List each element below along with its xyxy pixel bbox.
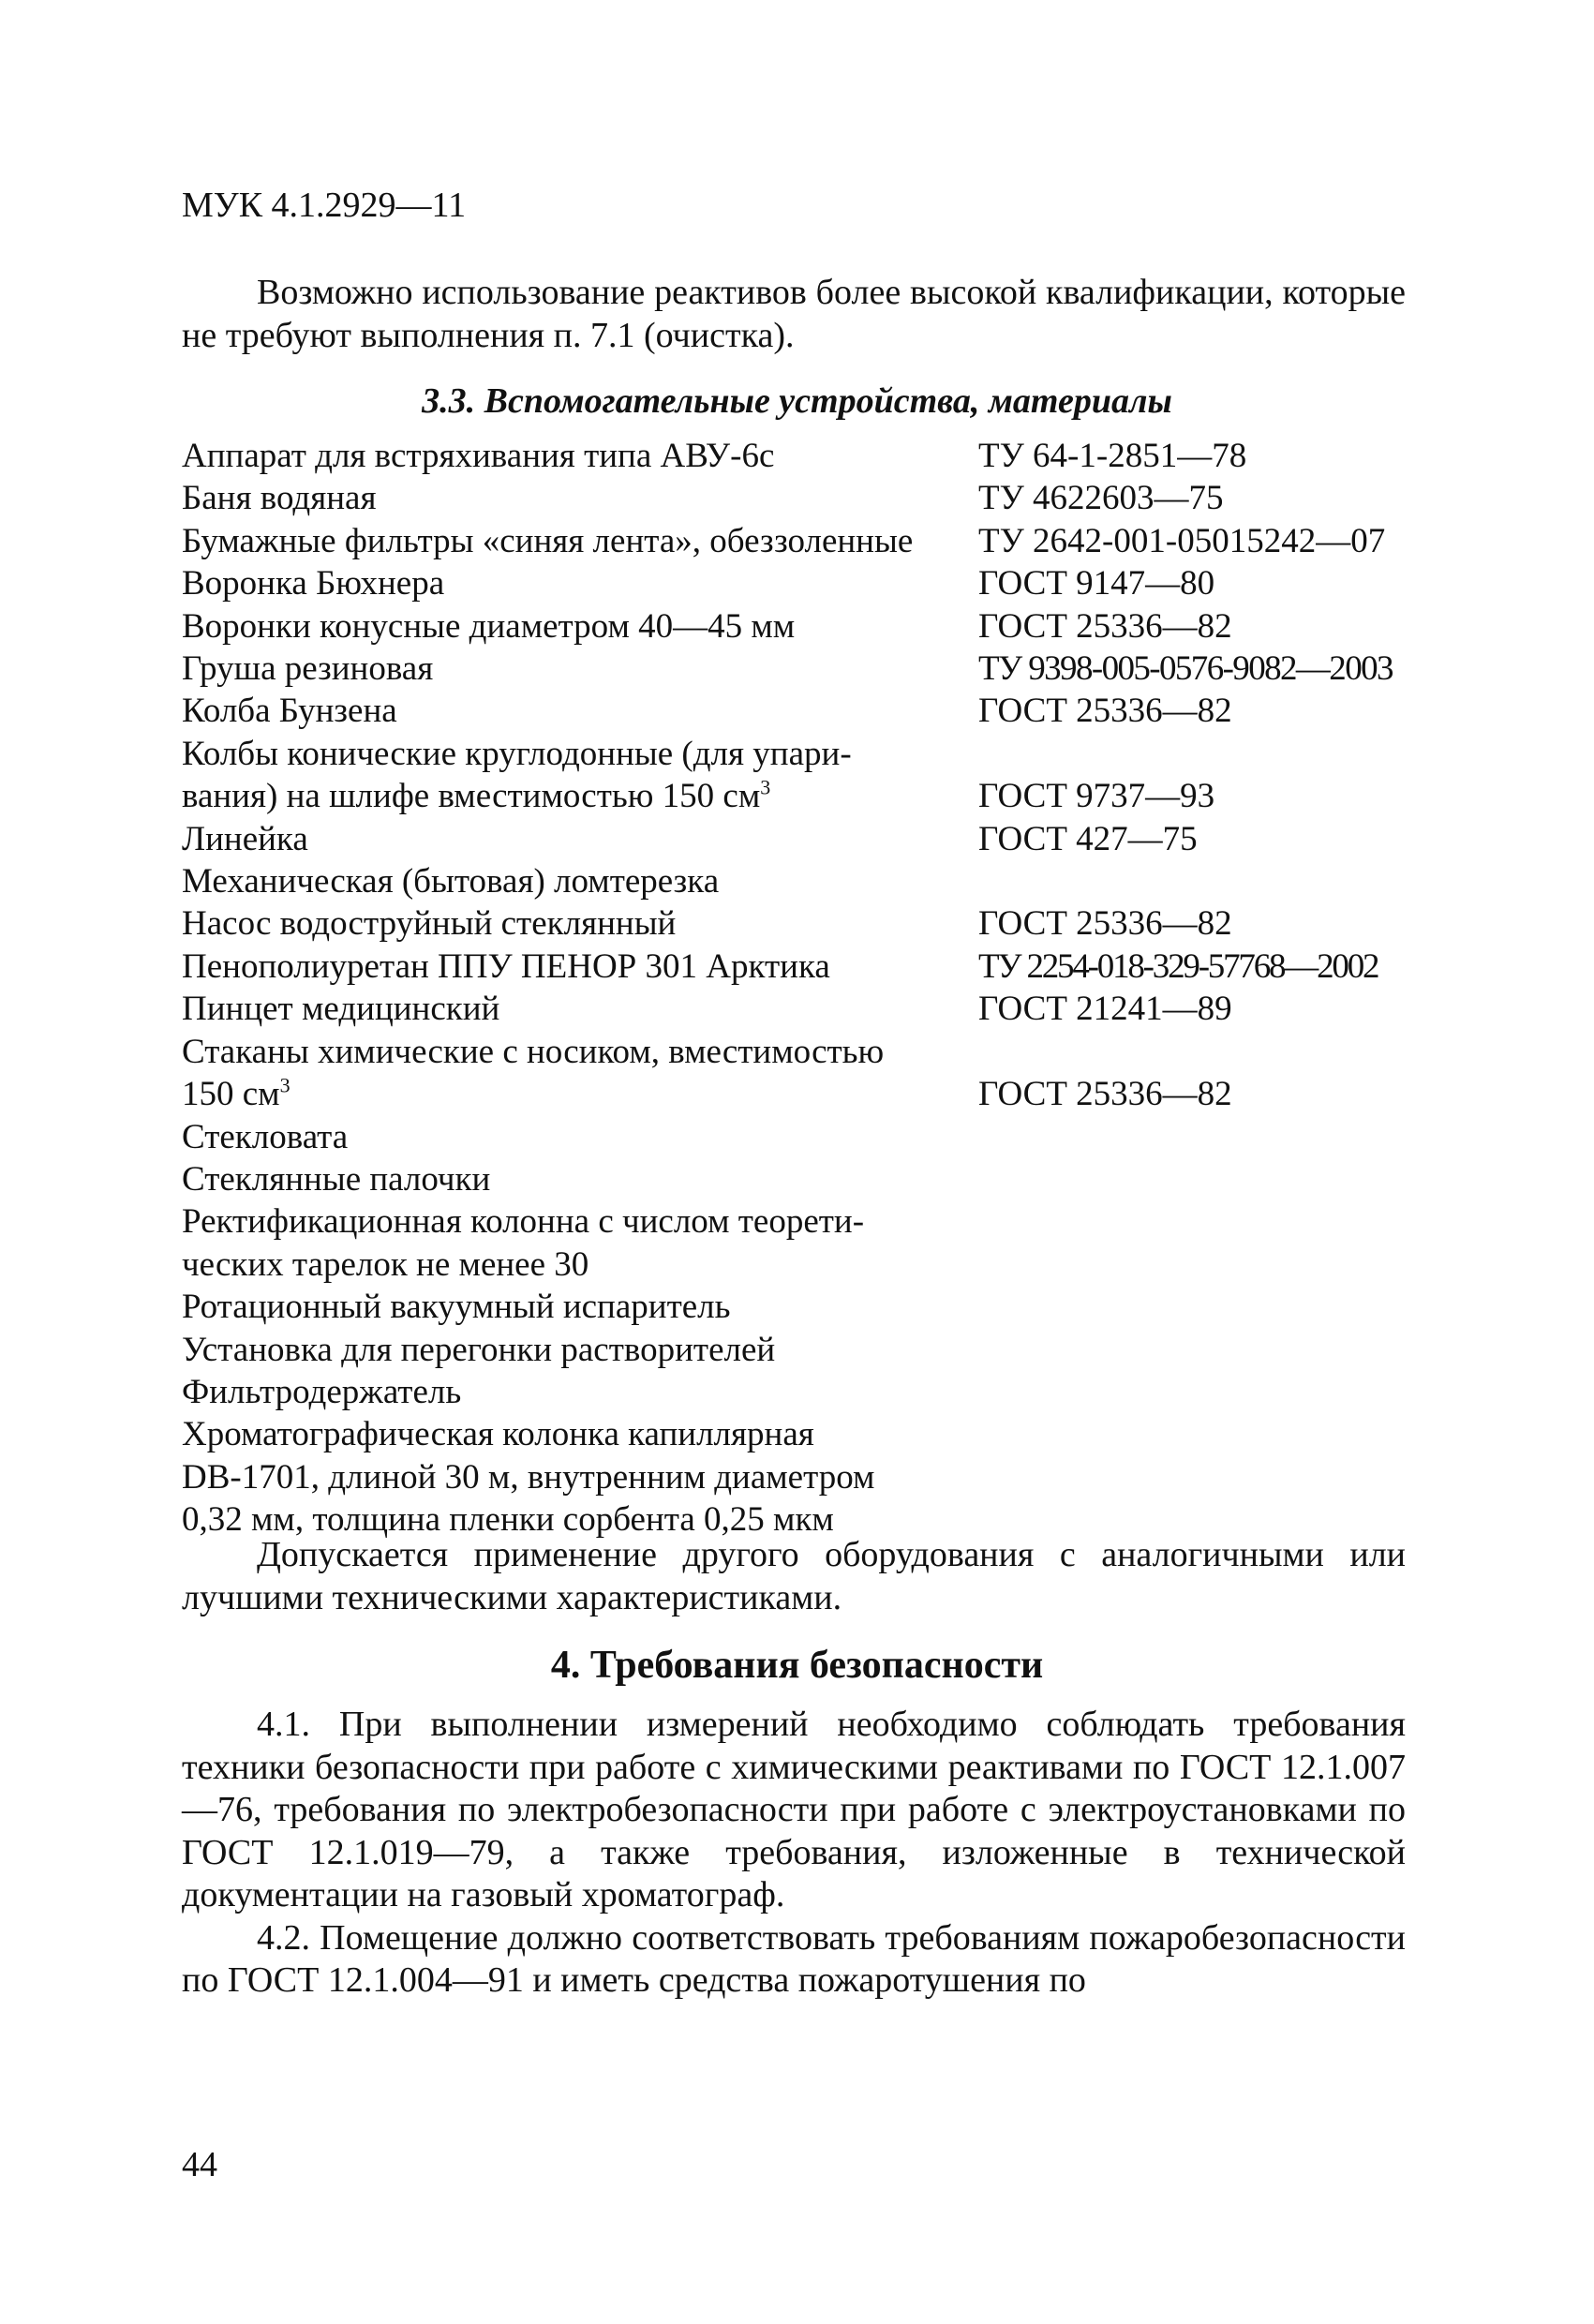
section-paragraph: 4.1. При выполнении измерений необходимо соблюдать требования техники безопасности при работе с химическими реактивами по ГОСТ 12.1.007—76, требования по электробезопасности при работе с электроустановками по ГОСТ 12.1.019—79, а также требования, изложенные в технической документации на газовый хроматограф. — [182, 1705, 1406, 1914]
equipment-row — [182, 435, 1447, 477]
equipment-row — [182, 605, 1447, 648]
equipment-name: Бумажные фильтры «синяя лента», обеззоленные — [182, 521, 914, 560]
equipment-name: Насос водоструйный стеклянный — [182, 904, 677, 944]
section-title: 4. Требования безопасности — [550, 1644, 1044, 1687]
equipment-name — [182, 1031, 978, 1116]
equipment-name-line: DB-1701, длиной 30 м, внутренним диаметром — [182, 1457, 875, 1497]
intro-paragraph: Возможно использование реактивов более высокой квалификации, которые не требуют выполнения п. 7.1 (очистка). — [182, 273, 1406, 355]
subsection-title: 3.3. Вспомогательные устройства, материалы — [422, 381, 1172, 421]
equipment-name: Установка для перегонки растворителей — [182, 1330, 776, 1369]
equipment-name-line: Стаканы химические с носиком, вместимостью — [182, 1032, 885, 1071]
unit-exponent: 3 — [279, 1073, 290, 1097]
unit-exponent: 3 — [760, 775, 771, 799]
equipment-name-line — [182, 1073, 978, 1115]
equipment-name: Колба Бунзена — [182, 692, 397, 731]
equipment-row — [182, 690, 1447, 732]
equipment-standard: ГОСТ 427—75 — [978, 819, 1198, 858]
equipment-standard: ТУ 64-1-2851—78 — [978, 437, 1247, 475]
equipment-name-line: ческих тарелок не менее 30 — [182, 1244, 589, 1284]
equipment-name: Стекловата — [182, 1117, 349, 1156]
note-paragraph: Допускается применение другого оборудования с аналогичными или лучшими техническими характеристиками. — [182, 1535, 1406, 1617]
section-paragraph: 4.2. Помещение должно соответствовать требованиям пожаробезопасности по ГОСТ 12.1.004—91 и иметь средства пожаротушения по — [182, 1917, 1406, 2000]
equipment-name: Линейка — [182, 819, 308, 858]
equipment-row — [182, 818, 1447, 860]
page-number: 44 — [182, 2145, 217, 2184]
equipment-row — [182, 1031, 1447, 1116]
equipment-name-line: Ректификационная колонна с числом теорети- — [182, 1202, 865, 1242]
equipment-row — [182, 860, 1447, 902]
equipment-row — [182, 648, 1447, 690]
equipment-row — [182, 477, 1447, 519]
equipment-row — [182, 520, 1447, 562]
equipment-row — [182, 733, 1447, 818]
equipment-standard: ТУ 2642-001-05015242—07 — [978, 521, 1386, 560]
equipment-standard: ГОСТ 9147—80 — [978, 564, 1215, 603]
equipment-list — [182, 435, 1447, 1542]
equipment-name: Пинцет медицинский — [182, 990, 500, 1029]
equipment-row — [182, 1329, 1447, 1371]
equipment-name — [182, 1413, 978, 1541]
equipment-standard: ГОСТ 21241—89 — [978, 990, 1232, 1029]
equipment-standard: ГОСТ 25336—82 — [978, 1075, 1232, 1114]
equipment-row — [182, 1116, 1447, 1158]
equipment-name-line — [182, 775, 978, 817]
equipment-name — [182, 1200, 978, 1286]
equipment-name-line: 0,32 мм, толщина пленки сорбента 0,25 мкм — [182, 1500, 834, 1540]
equipment-name-text: 150 см — [182, 1075, 280, 1114]
equipment-name: Баня водяная — [182, 479, 377, 518]
equipment-row — [182, 1286, 1447, 1328]
equipment-row — [182, 562, 1447, 604]
section-body — [182, 1704, 1406, 2003]
equipment-name: Стеклянные палочки — [182, 1159, 491, 1199]
equipment-row — [182, 1200, 1447, 1286]
equipment-standard: ТУ 4622603—75 — [978, 479, 1224, 518]
equipment-row — [182, 1413, 1447, 1541]
equipment-name — [182, 733, 978, 818]
document-code-header: МУК 4.1.2929—11 — [182, 186, 467, 225]
equipment-row — [182, 1371, 1447, 1413]
equipment-standard: ГОСТ 25336—82 — [978, 606, 1232, 646]
equipment-standard: ГОСТ 25336—82 — [978, 904, 1232, 944]
equipment-row — [182, 988, 1447, 1030]
equipment-row — [182, 1158, 1447, 1200]
equipment-standard: ГОСТ 9737—93 — [978, 777, 1215, 816]
equipment-name: Ротационный вакуумный испаритель — [182, 1288, 731, 1327]
equipment-row — [182, 902, 1447, 945]
equipment-name: Воронка Бюхнера — [182, 564, 445, 603]
equipment-name: Механическая (бытовая) ломтерезка — [182, 862, 720, 901]
equipment-name-text: вания) на шлифе вместимостью 150 см — [182, 777, 761, 816]
equipment-standard: ГОСТ 25336—82 — [978, 692, 1232, 731]
equipment-name: Фильтродержатель — [182, 1372, 462, 1411]
equipment-name: Груша резиновая — [182, 649, 434, 689]
equipment-standard: ТУ 2254-018-329-57768—2002 — [978, 946, 1378, 986]
equipment-name: Аппарат для встряхивания типа АВУ-6с — [182, 437, 775, 475]
equipment-standard: ТУ 9398-005-0576-9082—2003 — [978, 649, 1393, 689]
equipment-name: Пенополиуретан ППУ ПЕНОР 301 Арктика — [182, 946, 830, 986]
note-paragraph-block — [182, 1534, 1406, 1619]
equipment-name: Воронки конусные диаметром 40—45 мм — [182, 606, 796, 646]
equipment-row — [182, 946, 1447, 988]
equipment-name-line: Хроматографическая колонка капиллярная — [182, 1415, 814, 1454]
intro-paragraph-block — [182, 272, 1406, 357]
equipment-name-line: Колбы конические круглодонные (для упари- — [182, 734, 852, 773]
